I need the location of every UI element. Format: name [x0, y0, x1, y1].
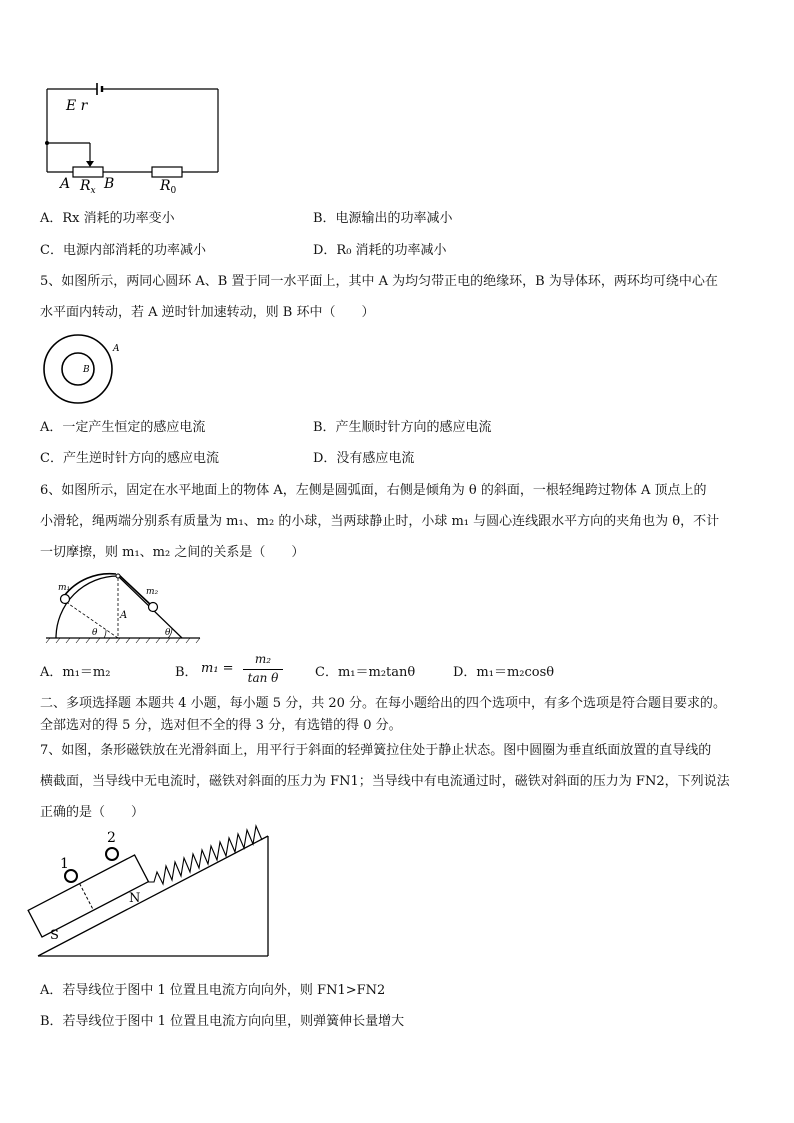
label-position-1: 1 [60, 856, 69, 872]
label-r0: $R_0$ [160, 178, 177, 196]
q5-stem-line-1: 5、如图所示，两同心圆环 A、B 置于同一水平面上，其中 A 为均匀带正电的绝缘环，B 为导体环，两环均可绕中心在 [40, 274, 718, 289]
q6-option-d: D．m₁＝m₂cosθ [453, 665, 555, 680]
q4-option-c: C．电源内部消耗的功率减小 [40, 243, 206, 258]
label-north-pole: N [129, 891, 141, 906]
section-2-heading-line-2: 全部选对的得 5 分，选对但不全的得 3 分，有选错的得 0 分。 [40, 718, 402, 733]
magnet-incline-diagram [36, 822, 276, 960]
q5-option-b: B．产生顺时针方向的感应电流 [313, 420, 492, 435]
label-object-a: A [120, 610, 128, 621]
q6-stem-line-1: 6、如图所示，固定在水平地面上的物体 A，左侧是圆弧面，右侧是倾角为 θ 的斜面，一根轻绳跨过物体 A 顶点上的 [40, 483, 707, 498]
label-m2: m₂ [146, 587, 159, 597]
label-rx: $R_x$ [80, 178, 96, 196]
q6-option-a: A．m₁＝m₂ [40, 665, 111, 680]
circuit-diagram [40, 80, 225, 195]
q6-option-b-denominator: tan θ [247, 671, 279, 685]
q6-option-b-prefix: B． [175, 665, 198, 680]
label-theta-left: θ [92, 628, 98, 638]
q7-stem-line-2: 横截面，当导线中无电流时，磁铁对斜面的压力为 FN1；当导线中有电流通过时，磁铁对斜面的压力为 FN2，下列说法 [40, 774, 730, 789]
q5-stem-line-2: 水平面内转动，若 A 逆时针加速转动，则 B 环中（ ） [40, 305, 375, 320]
q5-option-a: A．一定产生恒定的感应电流 [40, 420, 206, 435]
q6-option-b-numerator: m₂ [254, 652, 272, 666]
concentric-rings-diagram [38, 333, 128, 413]
q5-option-d: D．没有感应电流 [313, 451, 415, 466]
label-theta-right: θ [165, 628, 171, 638]
label-south-pole: S [50, 928, 59, 943]
q4-option-b: B．电源输出的功率减小 [313, 211, 453, 226]
label-ring-a: A [113, 344, 120, 354]
label-b: B [104, 176, 115, 192]
q4-option-d: D．R₀ 消耗的功率减小 [313, 243, 447, 258]
q7-option-b: B．若导线位于图中 1 位置且电流方向向里，则弹簧伸长量增大 [40, 1014, 405, 1029]
fraction-bar [243, 669, 283, 670]
q4-option-a: A．Rx 消耗的功率变小 [40, 211, 175, 226]
q7-stem-line-1: 7、如图，条形磁铁放在光滑斜面上，用平行于斜面的轻弹簧拉住处于静止状态。图中圆圈为垂直纸面放置的直导线的 [40, 743, 712, 758]
arc-incline-diagram [44, 572, 204, 644]
label-a: A [60, 176, 71, 192]
label-ring-b: B [83, 365, 90, 375]
q7-option-a: A．若导线位于图中 1 位置且电流方向向外，则 FN1>FN2 [40, 983, 386, 998]
label-position-2: 2 [107, 830, 116, 846]
section-2-heading-line-1: 二、多项选择题 本题共 4 小题，每小题 5 分，共 20 分。在每小题给出的四个选项中，有多个选项是符合题目要求的。 [40, 696, 727, 711]
q6-stem-line-3: 一切摩擦，则 m₁、m₂ 之间的关系是（ ） [40, 545, 305, 560]
label-m1: m₁ [58, 583, 71, 593]
q5-option-c: C．产生逆时针方向的感应电流 [40, 451, 219, 466]
label-emf: E r [66, 98, 88, 114]
q6-stem-line-2: 小滑轮，绳两端分别系有质量为 m₁、m₂ 的小球，当两球静止时，小球 m₁ 与圆心连线跟水平方向的夹角也为 θ，不计 [40, 514, 720, 529]
q6-option-c: C．m₁＝m₂tanθ [315, 665, 416, 680]
q7-stem-line-3: 正确的是（ ） [40, 805, 145, 820]
q6-option-b-lhs: m₁ = [201, 661, 234, 676]
